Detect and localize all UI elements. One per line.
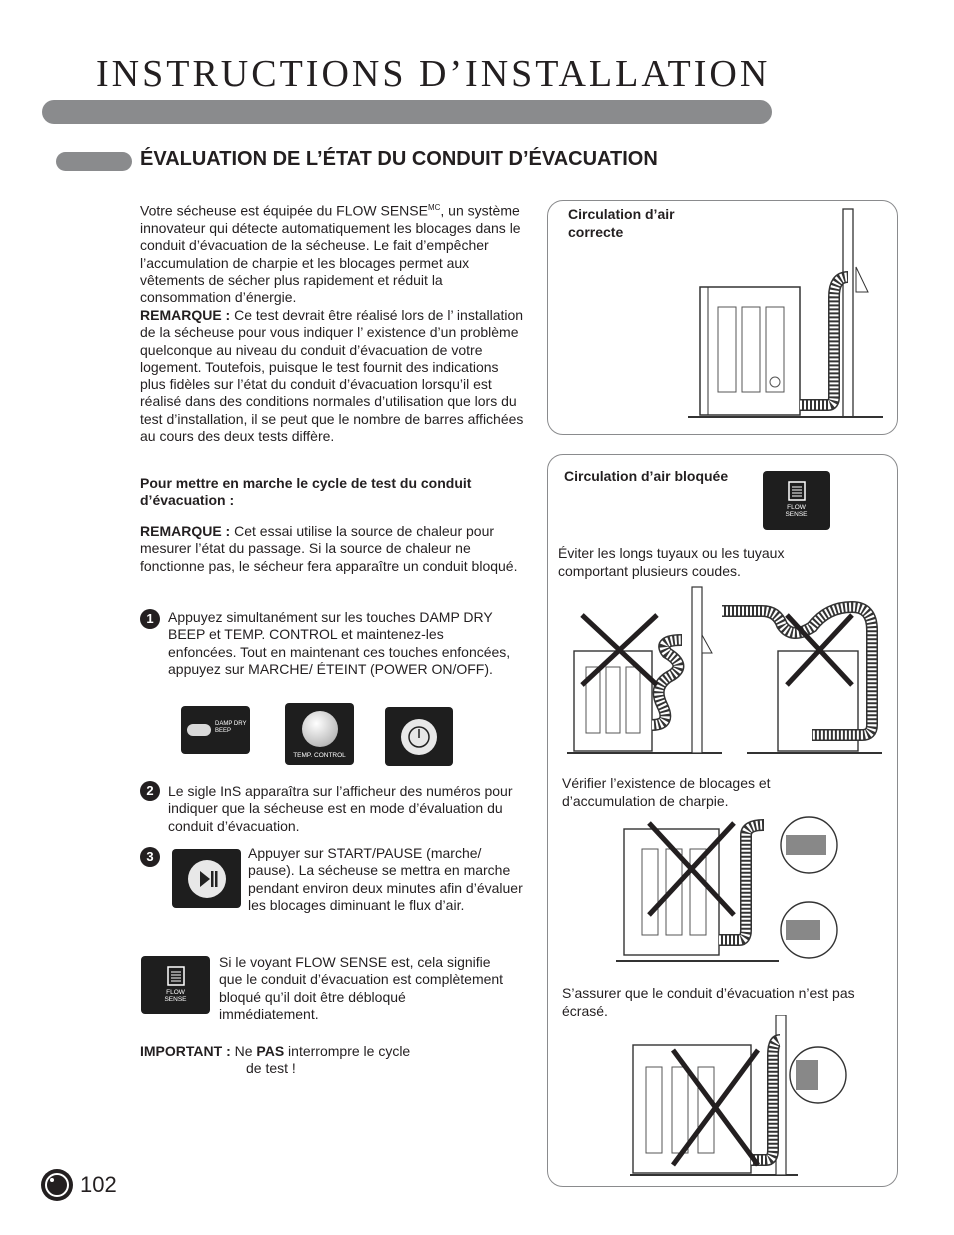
remark-text: Ce test devrait être réalisé lors de l’ installation de la sécheuse pour vous indiquer l’ existence d’un problème quelconque au niveau du conduit d’évacuation de votre logement. Toutefois, puisque le test fournit des indications plus fidèles sur l’état du conduit d’évacuation lorsqu’il est réalisé dans des conditions normales d’utilisation que lors du test d’installation, il se peut que le nombre de barres affichées au cours des deux tests diffère. (140, 307, 524, 445)
important-text-line2: de test ! (246, 1060, 296, 1077)
temp-control-button (285, 703, 354, 765)
flow-sense-icon (788, 481, 806, 501)
label-line: FLOW (787, 504, 806, 511)
flow-sense-note: Si le voyant FLOW SENSE est, cela signifie que le conduit d’évacuation est complètement bloqué qu’il doit être débloqué immédiatement. (219, 954, 504, 1022)
temp-control-label: TEMP. CONTROL (293, 752, 346, 759)
remark-text: Cet essai utilise la source de chaleur pour mesurer l’état du passage. Si la source de chaleur ne fonctionne pas, le sécheur fera apparaître un conduit bloqué. (140, 523, 518, 574)
label-line: DAMP DRY (215, 721, 247, 727)
caption-lint-blockage: Vérifier l’existence de blocages et d’accumulation de charpie. (562, 775, 771, 809)
intro-text-a: Votre sécheuse est équipée du FLOW SENSE (140, 202, 428, 219)
panel-title (568, 205, 675, 241)
long-ducts-illustration (562, 585, 892, 760)
lg-logo-icon (40, 1168, 74, 1202)
important-text: interrompre le cycle (284, 1043, 411, 1059)
step-1-text: Appuyez simultanément sur les touches DAMP DRY BEEP et TEMP. CONTROL et maintenez-les enfoncées. Tout en maintenant ces touches enfoncées, appuyez sur MARCHE/ ÉTEINT (POWER ON/OFF). (168, 609, 511, 677)
panel-title: Circulation d’air bloquée (564, 468, 729, 484)
play-pause-icon (186, 858, 228, 900)
label-line: FLOW (166, 989, 185, 996)
header-divider-bar (42, 100, 772, 124)
intro-text-b: , un (440, 202, 464, 219)
correct-airflow-panel (547, 200, 898, 435)
section-title: ÉVALUATION DE L’ÉTAT DU CONDUIT D’ÉVACUATION (140, 148, 658, 170)
step-number-3: 3 (140, 847, 160, 867)
page-title: INSTRUCTIONS D’INSTALLATION (96, 53, 771, 95)
blocked-airflow-panel (547, 454, 898, 1187)
step-number-2: 2 (140, 781, 160, 801)
step-number-1: 1 (140, 609, 160, 629)
caption-crushed-duct: S’assurer que le conduit d’évacuation n’est pas écrasé. (562, 985, 855, 1019)
trademark-sup: MC (427, 203, 441, 212)
intro-paragraph (140, 199, 525, 306)
step-3-text: Appuyer sur START/PAUSE (marche/ pause). La sécheuse se mettra en marche pendant environ deux minutes afin d’évaluer les blocages diminuant le flux d’air. (248, 845, 523, 913)
important-emphasis: PAS (256, 1043, 285, 1059)
flow-sense-indicator (763, 471, 830, 530)
label-line: BEEP (215, 728, 232, 734)
start-pause-button (172, 849, 241, 908)
damp-dry-beep-button (181, 706, 250, 754)
title-line: Circulation d’air (568, 206, 675, 222)
flow-sense-indicator (141, 956, 210, 1014)
power-button (385, 707, 453, 766)
lint-blockage-illustration (614, 815, 849, 965)
start-heading: Pour mettre en marche le cycle de test du conduit d’évacuation : (140, 475, 472, 509)
flow-sense-label (141, 989, 210, 1003)
correct-airflow-illustration (678, 207, 893, 427)
flow-sense-icon (167, 966, 185, 986)
label-line: SENSE (785, 511, 808, 518)
important-note (140, 1043, 460, 1078)
button-indicator (187, 724, 211, 736)
title-line: correcte (568, 224, 624, 240)
caption-long-ducts: Éviter les longs tuyaux ou les tuyaux comportant plusieurs coudes. (558, 545, 785, 579)
power-icon (399, 717, 439, 757)
page-number: 102 (80, 1172, 117, 1197)
label-line: SENSE (164, 996, 187, 1003)
remark-label: REMARQUE : (140, 523, 231, 539)
remark-paragraph-2 (140, 523, 525, 575)
damp-dry-beep-label (215, 721, 246, 735)
knob-icon (302, 711, 338, 747)
step-2-text: Le sigle InS apparaîtra sur l’afficheur des numéros pour indiquer que la sécheuse est en mode d’évaluation du conduit d’évacuation. (168, 783, 513, 834)
important-text: Ne (230, 1043, 257, 1059)
flow-sense-label (763, 504, 830, 518)
intro-text-rest: système innovateur qui détecte automatiquement les blocages dans le conduit d’évacuation de la sécheuse. Le fait d’empêcher l’accumulation de charpie et les blocages permet aux vêtements de sécher plus rapidement et réduit la consommation d’énergie. (140, 202, 521, 306)
crushed-duct-illustration (628, 1015, 853, 1180)
remark-label: REMARQUE : (140, 307, 231, 323)
section-marker (56, 152, 132, 171)
remark-paragraph-1 (140, 307, 525, 445)
important-label: IMPORTANT : (140, 1043, 231, 1059)
